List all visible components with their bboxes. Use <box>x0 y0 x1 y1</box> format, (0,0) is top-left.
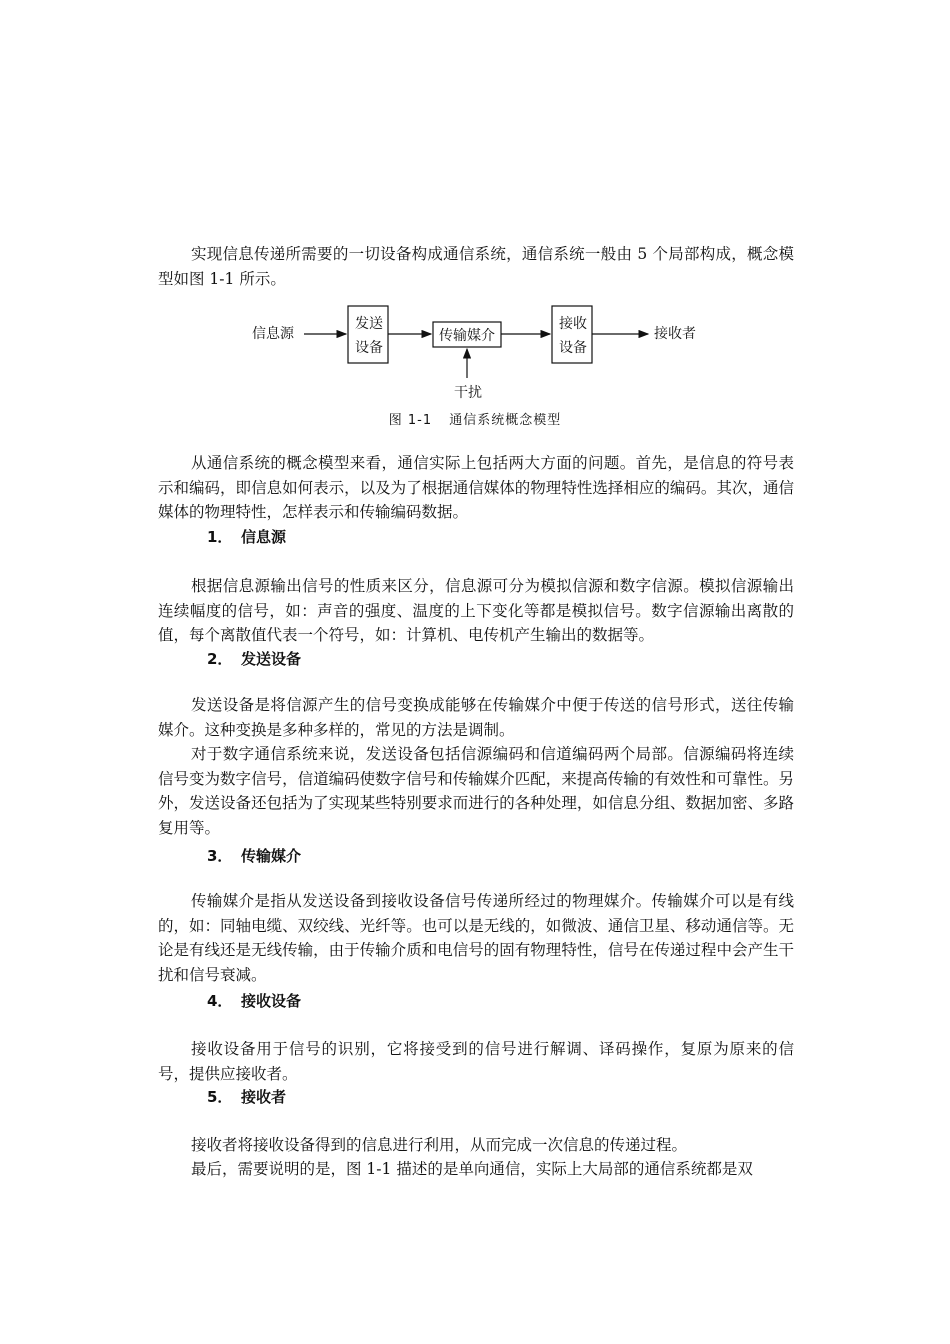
section-paragraph: 传输媒介是指从发送设备到接收设备信号传递所经过的物理媒介。传输媒介可以是有线的，如：同轴电缆、双绞线、光纤等。也可以是无线的，如微波、通信卫星、移动通信等。无论是有线还是无线传输，由于传输介质和电信号的固有物理特性，信号在传递过程中会产生干扰和信号衰减。 <box>158 892 794 984</box>
section-heading-3 <box>207 845 301 866</box>
section-paragraph: 最后，需要说明的是，图 1-1 描述的是单向通信，实际上大局部的通信系统都是双 <box>191 1160 753 1178</box>
section-heading-2 <box>207 648 301 669</box>
section-title: 接收者 <box>241 1088 287 1106</box>
section-number: 4． <box>207 992 233 1010</box>
section-title: 接收设备 <box>241 992 302 1010</box>
figure-caption <box>0 409 950 428</box>
transmitter-label-line2: 设备 <box>355 340 383 356</box>
communication-model-diagram <box>248 300 708 405</box>
source-label: 信息源 <box>252 326 294 342</box>
receiver-label-line2: 设备 <box>559 340 587 356</box>
section-number: 5． <box>207 1088 233 1106</box>
section-paragraph: 对于数字通信系统来说，发送设备包括信源编码和信道编码两个局部。信源编码将连续信号变为数字信号，信道编码使数字信号和传输媒介匹配，来提高传输的有效性和可靠性。另外，发送设备还包括为了实现某些特别要求而进行的各种处理，如信息分组、数据加密、多路复用等。 <box>158 745 794 837</box>
section-title: 传输媒介 <box>241 847 302 865</box>
noise-label: 干扰 <box>454 385 482 401</box>
section-number: 1． <box>207 528 233 546</box>
section-number: 3． <box>207 847 233 865</box>
diagram-svg <box>248 300 708 405</box>
section-heading-5 <box>207 1086 286 1107</box>
section-paragraph: 接收设备用于信号的识别，它将接受到的信号进行解调、译码操作，复原为原来的信号，提供应接收者。 <box>158 1040 794 1083</box>
receiver-label-line1: 接收 <box>559 316 587 332</box>
section-heading-4 <box>207 990 301 1011</box>
medium-label: 传输媒介 <box>439 328 495 344</box>
intro-paragraph: 实现信息传递所需要的一切设备构成通信系统，通信系统一般由 5 个局部构成，概念模型如图 1-1 所示。 <box>158 245 794 288</box>
section-paragraph: 接收者将接收设备得到的信息进行利用，从而完成一次信息的传递过程。 <box>191 1136 688 1154</box>
section-title: 发送设备 <box>241 650 302 668</box>
section-number: 2． <box>207 650 233 668</box>
section-paragraph: 发送设备是将信源产生的信号变换成能够在传输媒介中便于传送的信号形式，送往传输媒介。这种变换是多种多样的，常见的方法是调制。 <box>158 696 794 739</box>
figure-title: 通信系统概念模型 <box>449 413 562 428</box>
sink-label: 接收者 <box>654 326 696 342</box>
section-heading-1 <box>207 526 286 547</box>
overview-paragraph: 从通信系统的概念模型来看，通信实际上包括两大方面的问题。首先，是信息的符号表示和编码，即信息如何表示，以及为了根据通信媒体的物理特性选择相应的编码。其次，通信媒体的物理特性，怎样表示和传输编码数据。 <box>158 454 794 521</box>
figure-number: 图 1-1 <box>388 413 433 428</box>
section-paragraph: 根据信息源输出信号的性质来区分，信息源可分为模拟信源和数字信源。模拟信源输出连续幅度的信号，如：声音的强度、温度的上下变化等都是模拟信号。数字信源输出离散的值，每个离散值代表一个符号，如：计算机、电传机产生输出的数据等。 <box>158 577 794 644</box>
transmitter-label-line1: 发送 <box>355 316 383 332</box>
section-title: 信息源 <box>241 528 287 546</box>
